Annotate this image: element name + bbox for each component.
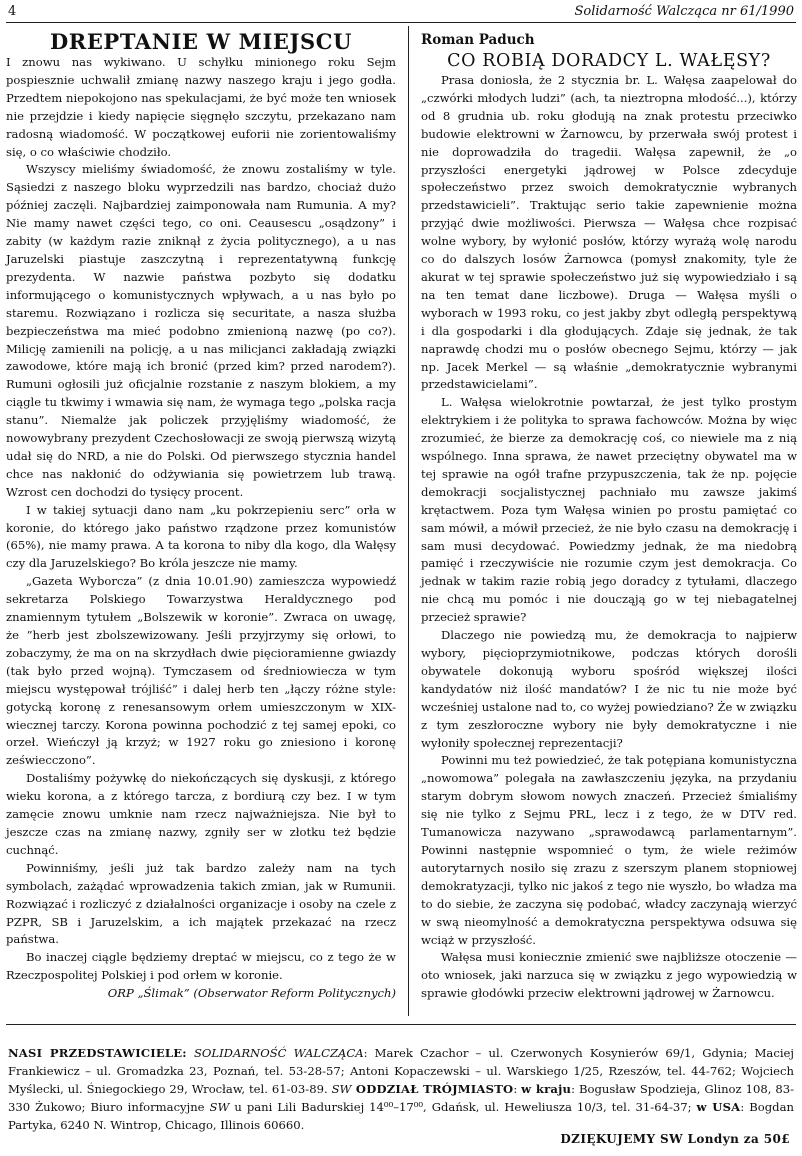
page-header (8, 4, 794, 22)
footer-sw: SW (331, 1082, 352, 1096)
page-number: 4 (8, 4, 17, 19)
left-article (6, 30, 396, 1003)
footer-org: SOLIDARNOŚĆ WALCZĄCA (193, 1046, 364, 1060)
right-article-title: CO ROBIĄ DORADCY L. WAŁĘSY? (447, 51, 771, 71)
left-paragraph-7: Bo inaczej ciągle będziemy dreptać w miejscu, co z tego że w Rzeczpospolitej Polskiej i pod orłem w koronie. (6, 950, 396, 983)
footer-text-1: : Marek Czachor – ul. Czerwonych Kosynierów 69/1, Gdynia; Maciej Frankiewicz – ul. Gromadzka 23, Poznań, tel. 53-28-57; Antoni Kopaczewski – ul. Warskiego 1/25, Rzeszów, tel. 44-762; Wojciech Myślecki, ul. Śniegockiego 29, Wrocław, tel. 61-03-89. (8, 1046, 795, 1096)
header-rule (6, 22, 796, 23)
right-paragraph-4: Powinni mu też powiedzieć, że tak potępiana komunistyczna „nowomowa” polegała na zawłaszczeniu języka, na przydaniu starym dobrym słowom nowych znaczeń. Przecież śmialiśmy się nie tylko z Sejmu PRL, lecz i z tego, że w DTV red. Tumanowicza nazywano „sprawodawcą parlamentarnym”. Powinni następnie wspomnieć o tym, że wiele reżimów autorytarnych nosiło się zrazu z szerszym planem stopniowej demokratyzacji, tylko nic jakoś z tego nie wyszło, bo władza ma to do siebie, że zaczyna się podobać, władcy zaczynają wierzyć w swą nieomylność a demokratyczna perspektywa odsuwa się wciąż w przyszłość. (421, 753, 797, 947)
left-paragraph-1: I znowu nas wykiwano. U schyłku minionego roku Sejm pospiesznie uchwalił zmianę nazwy naszego kraju i jego godła. Przedtem niepokojono nas spekulacjami, że być może ten wniosek nie przejdzie i kiedy napięcie sięgnęło szczytu, przekazano nam radosną wiadomość. W początkowej euforii nie zorientowaliśmy się, o co właściwie chodziło. (6, 55, 396, 159)
footer-text-4: : Bogdan Partyka, 6240 N. Wintrop, Chicago, Illinois 60660. (8, 1100, 794, 1132)
right-paragraph-2: L. Wałęsa wielokrotnie powtarzał, że jest tylko prostym elektrykiem i że polityka to sprawa fachowców. Można by więc zrozumieć, że bierze za demokrację coś, co niewiele ma z nią wspólnego. Inna sprawa, że nawet przeciętny obywatel ma w tej sprawie na ogół trafne przypuszczenia, tak że np. pojęcie demokracji socjalistycznej pachniało mu zawsze jakimś krętactwem. Poza tym Wałęsa winien po prostu pamiętać co sam mówił, a mówił przecież, że nie było czasu na demokrację i sam musi decydować. Powiedzmy jednak, że ma niedobrą pamięć i rzeczywiście nie rozumie czym jest demokracja. Co jednak w takim razie robią jego doradcy z tytułami, dlaczego nie chcą mu pomóc i nie doucząją go w tej niebagatelnej przecież sprawie? (421, 395, 797, 625)
right-paragraph-3: Dlaczego nie powiedzą mu, że demokracja to najpierw wybory, pięcioprzymiotnikowe, podczas których dorośli obywatele dokonują wyboru spośród większej ilości kandydatów niż ilość mandatów? I że nic tu nie może być wcześniej ustalone nad to, co wyżej powiedziano? Że w związku z tym zeszłoroczne wybory nie były demokratyczne i nie wyłoniły społecznej reprezentacji? (421, 628, 797, 750)
left-paragraph-3: I w takiej sytuacji dano nam „ku pokrzepieniu serc” orła w koronie, do którego jako państwo rządzone przez komunistów (65%), nie mamy prawa. A ta korona to niby dla kogo, dla Wałęsy czy dla Jaruzelskiego? Bo króla jeszcze nie mamy. (6, 502, 396, 571)
right-paragraph-1: Prasa doniosła, że 2 stycznia br. L. Wałęsa zaapelował do „czwórki młodych ludzi” (ach, ta nieztropna młodość...), którzy od 8 grudnia ub. roku głodują na znak protestu przeciwko budowie elektrowni w Żarnowcu, by przerwała swój protest i nie doprowadziła do tragedii. Wałęsa zapewnił, że „o przyszłości energetyki jądrowej w Polsce zdecyduje społeczeństwo przez swoich demokratycznie wybranych przedstawicieli”. Traktując serio takie zapewnienie można przyjąć dwie możliwości. Pierwsza — Wałęsa chce rozpisać wolne wybory, by wyłonić posłów, którzy wyrażą wolę narodu co do dalszych losów Żarnowca (pomysł znakomity, tyle że akurat w tej sprawie społeczeństwo już się wypowiedziało i są na ten temat dane liczbowe). Druga — Wałęsa myśli o wyborach w 1993 roku, co jest jakby zbyt odległą perspektywą i dla gospodarki i dla głodujących. Zdaje się jednak, że tak naprawdę chodzi mu o posłów obecnego Sejmu, którzy — jak np. Jacek Merkel — są właśnie „demokratycznie wybranymi przedstawicielami”. (421, 73, 797, 392)
left-article-title: DREPTANIE W MIEJSCU (49, 29, 353, 54)
right-article-author: Roman Paduch (421, 32, 535, 48)
right-article (421, 30, 797, 1003)
footer-label: NASI PRZEDSTAWICIELE: (8, 1046, 187, 1060)
left-paragraph-6: Powinniśmy, jeśli już tak bardzo zależy nam na tych symbolach, zażądać wprowadzenia takich zmian, jak w Rumunii. Rozwiązać i rozliczyć z działalności organizacje i osoby na czele z PZPR, SB i Jaruzelskim, a ich majątek przekazać na rzecz państwa. (6, 860, 396, 947)
footer-text-2: : Bogusław Spodzieja, Glinoz 108, 83-330 Żukowo; Biuro informacyjne (8, 1082, 794, 1114)
representatives-footer (8, 1044, 794, 1134)
left-paragraph-2: Wszyscy mieliśmy świadomość, że znowu zostaliśmy w tyle. Sąsiedzi z naszego bloku wyprzedzili nas bardzo, chociaż dużo później zaczęli. Najbardziej zaimponowała nam Rumunia. A my? Nie mamy nawet części tego, co oni. Ceausescu „osądzony” i zabity (w każdym razie zniknął z życia politycznego), a u nas Jaruzelski piastuje zaszczytną i reprezentatywną funkcję prezydenta. W nazwie państwa pozbyto się dodatku informującego o komunistycznych wpływach, a u nas było po staremu. Rozwiązano i rozlicza się securitate, a nasza służba bezpieczeństwa ma mieć podobno zmienioną nazwę (po co?). Milicję zamienili na policję, a u nas milicjanci zakładają związki zawodowe, które mają ich bronić (przed kim? przed narodem?). Rumuni ogłosili już oficjalnie rozstanie z naszym blokiem, a my ciągle tu tkwimy i wmawia się nam, że wymaga tego „polska racja stanu”. Niemalże jak policzek przyjęliśmy wiadomość, że nowowybrany prezydent Czechosłowacji ze swoją pierwszą wizytą udał się do NRD, a nie do Polski. Od pierwszego stycznia handel chce nas nakłonić do odżywiania się powietrzem lub trawą. Wzrost cen dochodzi do tysięcy procent. (6, 162, 396, 499)
column-divider (408, 26, 409, 1016)
footer-rule (6, 1024, 796, 1025)
footer-in-country: w kraju (521, 1082, 572, 1096)
right-paragraph-5: Wałęsa musi koniecznie zmienić swe najbliższe otoczenie — oto wniosek, jaki narzuca się w związku z jego wypowiedzią w sprawie głodówki przeciw elektrowni jądrowej w Żarnowcu. (421, 950, 797, 1001)
footer-branch: ODDZIAŁ TRÓJMIASTO (351, 1082, 514, 1096)
left-paragraph-5: Dostaliśmy pożywkę do niekończących się dyskusji, z którego wieku korona, a z którego tarcza, z bordiurą czy bez. I w tym zamęcie znowu umknie nam rzecz najważniejsza. Nie był to jeszcze czas na zmianę nazwy, zgniły ser w złotku też będzie cuchnąć. (6, 771, 396, 857)
issue-label: Solidarność Walcząca nr 61/1990 (574, 4, 794, 19)
left-paragraph-4: „Gazeta Wyborcza” (z dnia 10.01.90) zamieszcza wypowiedź sekretarza Polskiego Towarzystwa Heraldycznego pod znamiennym tytułem „Bolszewik w koronie”. Zwraca on uwagę, że ”herb jest zbolszewizowany. Jeśli przyjrzymy się orłowi, to zobaczymy, że ma on na skrzydłach dwie pięcioramienne gwiazdy (tak było przed wojną). Tymczasem od średniowiecza w tym miejscu występował trójliść” i dalej herb ten „łączy różne style: gotycką koronę z renesansowym orłem umieszczonym w XIX-wiecznej tarczy. Korona powinna pochodzić z tej samej epoki, co orzeł. Wieńczył ją krzyż; w 1927 roku go zniesiono i koronę zeświecczono”. (6, 574, 396, 768)
footer-sw-2: SW (209, 1100, 230, 1114)
footer-text-3: u pani Lili Badurskiej 14⁰⁰–17⁰⁰, Gdańsk, ul. Heweliusza 10/3, tel. 31-64-37; (229, 1100, 697, 1114)
thanks-note: DZIĘKUJEMY SW Londyn za 50£ (560, 1132, 790, 1146)
left-article-signature: ORP „Ślimak” (Obserwator Reform Politycznych) (107, 986, 396, 1001)
footer-colon: : (513, 1082, 522, 1096)
footer-in-usa: w USA (696, 1100, 741, 1114)
